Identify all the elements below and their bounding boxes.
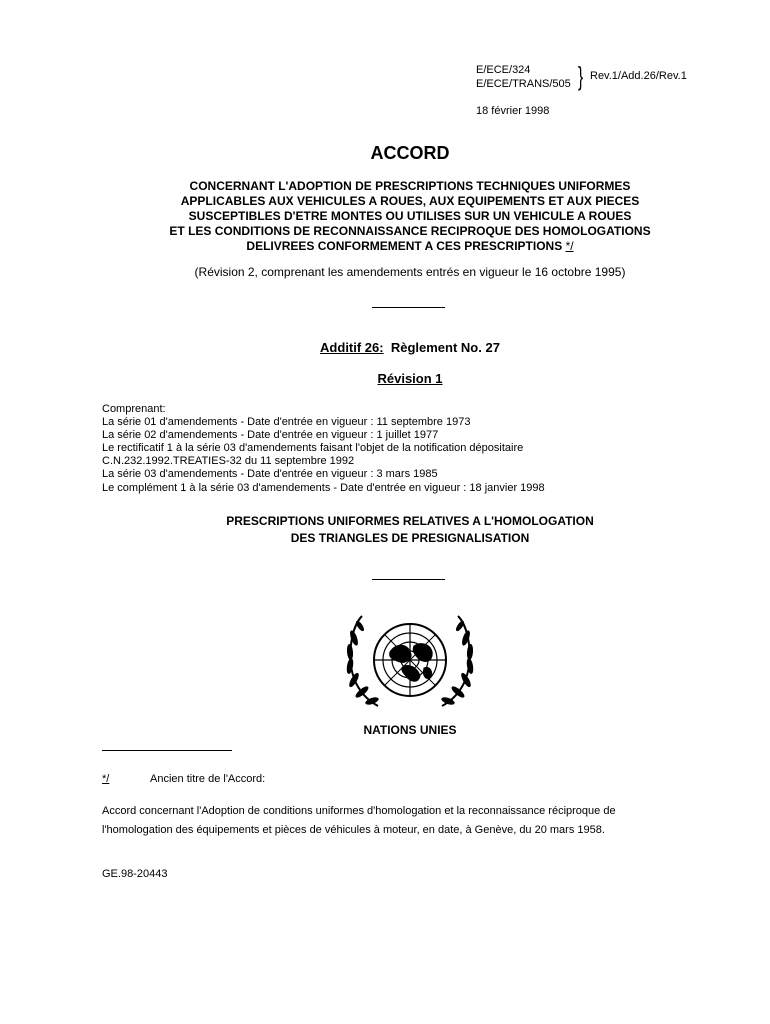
document-symbol-2: E/ECE/TRANS/505 [476,78,571,90]
subtitle-line: DELIVREES CONFORMEMENT A CES PRESCRIPTIONS */ [246,239,574,253]
divider [372,579,445,580]
addendum-label: Additif 26: [320,340,384,355]
list-item: C.N.232.1992.TREATIES-32 du 11 septembre 1992 [102,455,355,468]
document-date: 18 février 1998 [476,105,550,117]
revision-reference: Rev.1/Add.26/Rev.1 [590,70,687,82]
footnote-text: Accord concernant l'Adoption de conditions uniformes d'homologation et la reconnaissance réciproque de l'homologation des équipements et pièces de véhicules à moteur, en date, à Genève, du 20 mars 1958. [102,805,616,836]
subtitle-line: CONCERNANT L'ADOPTION DE PRESCRIPTIONS TECHNIQUES UNIFORMES [189,179,631,193]
agreement-subtitle [0,179,770,254]
footnote-marker-label: */ [102,773,110,785]
prescriptions-title: PRESCRIPTIONS UNIFORMES RELATIVES A L'HOMOLOGATION DES TRIANGLES DE PRESIGNALISATION [226,514,594,545]
revision-note: (Révision 2, comprenant les amendements entrés en vigueur le 16 octobre 1995) [194,265,626,279]
subtitle-line: ET LES CONDITIONS DE RECONNAISSANCE RECIPROQUE DES HOMOLOGATIONS [169,224,651,238]
divider [372,307,445,308]
organization-name: NATIONS UNIES [363,723,457,737]
footnote-label: Ancien titre de l'Accord: [150,773,266,785]
revision-heading: Révision 1 [377,371,443,386]
amendments-list [102,403,545,495]
list-item: La série 01 d'amendements - Date d'entrée en vigueur : 11 septembre 1973 [102,416,471,429]
page-title: ACCORD [370,143,450,163]
regulation-number: Règlement No. 27 [390,340,500,355]
brace-icon: } [578,61,584,91]
subtitle-line: SUSCEPTIBLES D'ETRE MONTES OU UTILISES SUR UN VEHICULE A ROUES [188,209,632,223]
footnote-divider [102,750,232,751]
document-symbol-1: E/ECE/324 [476,64,531,76]
addendum-heading [0,340,770,355]
list-item: Le rectificatif 1 à la série 03 d'amendements faisant l'objet de la notification dépositaire [102,442,524,455]
list-item: Le complément 1 à la série 03 d'amendements - Date d'entrée en vigueur : 18 janvier 1998 [102,481,545,494]
un-emblem-icon [340,608,480,716]
document-number: GE.98-20443 [102,868,168,880]
footnote-marker[interactable]: */ [565,239,574,253]
subtitle-line: APPLICABLES AUX VEHICULES A ROUES, AUX EQUIPEMENTS ET AUX PIECES [180,194,640,208]
amendments-heading: Comprenant: [102,403,166,415]
list-item: La série 02 d'amendements - Date d'entrée en vigueur : 1 juillet 1977 [102,429,439,442]
list-item: La série 03 d'amendements - Date d'entrée en vigueur : 3 mars 1985 [102,468,438,481]
